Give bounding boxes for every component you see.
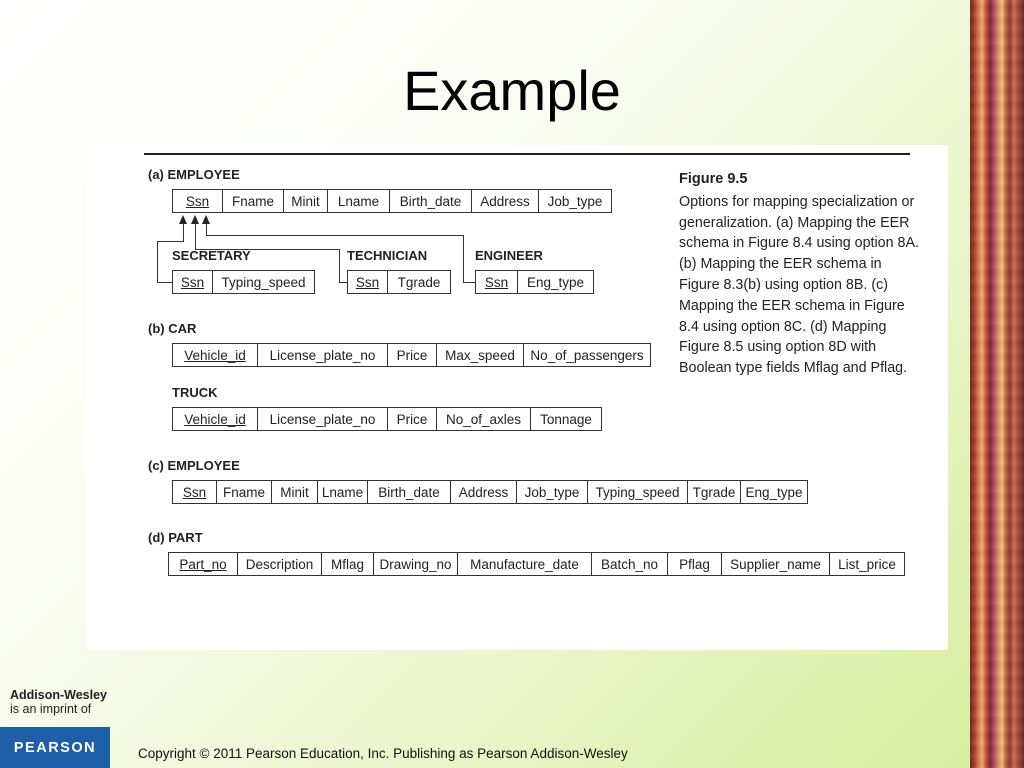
connector-line: [195, 223, 196, 249]
attr-ssn: Ssn: [476, 271, 518, 293]
attr-minit: Minit: [272, 481, 318, 503]
truck-label: TRUCK: [172, 385, 218, 400]
attr-mflag: Mflag: [322, 553, 374, 575]
attr-vehicle-id: Vehicle_id: [173, 344, 258, 366]
part-relation: [168, 552, 905, 576]
figure-title: Figure 9.5: [679, 171, 748, 187]
attr-typing-speed: Typing_speed: [588, 481, 688, 503]
attr-list-price: List_price: [838, 556, 896, 572]
copyright-notice: Copyright © 2011 Pearson Education, Inc. Publishing as Pearson Addison-Wesley: [138, 746, 628, 761]
attr-max-speed: Max_speed: [437, 344, 524, 366]
attr-eng-type: Eng_type: [745, 484, 803, 500]
attr-vehicle-id: Vehicle_id: [173, 408, 258, 430]
connector-line: [157, 282, 172, 283]
attr-minit: Minit: [284, 190, 328, 212]
car-relation: [172, 343, 651, 367]
attr-lname: Lname: [318, 481, 368, 503]
brand-name: Addison-Wesley: [10, 688, 108, 702]
addison-wesley-logo: [10, 688, 107, 716]
attr-job-type: Job_type: [547, 193, 603, 209]
attr-price: Price: [388, 408, 437, 430]
attr-job-type: Job_type: [517, 481, 588, 503]
connector-line: [206, 235, 464, 236]
connector-line: [183, 223, 184, 241]
attr-fname: Fname: [223, 190, 284, 212]
attr-description: Description: [238, 553, 322, 575]
attr-address: Address: [472, 190, 539, 212]
slide-title: Example: [403, 59, 621, 122]
attr-price: Price: [388, 344, 437, 366]
connector-line: [157, 241, 158, 283]
attr-address: Address: [451, 481, 517, 503]
connector-line: [463, 282, 475, 283]
attr-supplier-name: Supplier_name: [722, 553, 830, 575]
section-c-label: (c) EMPLOYEE: [148, 458, 240, 473]
attr-fname: Fname: [217, 481, 272, 503]
employee-relation-c: [172, 480, 808, 504]
attr-batch-no: Batch_no: [592, 553, 668, 575]
secretary-label: SECRETARY: [172, 248, 251, 263]
secretary-relation: [172, 270, 315, 294]
attr-tonnage: Tonnage: [540, 411, 592, 427]
attr-ssn: Ssn: [173, 190, 223, 212]
attr-tgrade: Tgrade: [688, 481, 741, 503]
attr-license-plate-no: License_plate_no: [258, 344, 388, 366]
top-rule: [144, 153, 910, 155]
connector-line: [463, 235, 464, 283]
attr-drawing-no: Drawing_no: [374, 553, 458, 575]
attr-birth-date: Birth_date: [368, 481, 451, 503]
connector-line: [206, 223, 207, 235]
connector-line: [339, 282, 347, 283]
attr-lname: Lname: [328, 190, 390, 212]
engineer-label: ENGINEER: [475, 248, 543, 263]
attr-pflag: Pflag: [668, 553, 722, 575]
figure-caption: [679, 169, 919, 379]
attr-typing-speed: Typing_speed: [221, 274, 306, 290]
figure-panel: [86, 145, 948, 650]
section-a-label: (a) EMPLOYEE: [148, 167, 240, 182]
attr-manufacture-date: Manufacture_date: [458, 553, 592, 575]
section-b-label: (b) CAR: [148, 321, 197, 336]
attr-no-of-axles: No_of_axles: [437, 408, 531, 430]
attr-no-of-passengers: No_of_passengers: [530, 347, 644, 363]
technician-relation: [347, 270, 451, 294]
technician-label: TECHNICIAN: [347, 248, 428, 263]
attr-ssn: Ssn: [173, 271, 213, 293]
section-d-label: (d) PART: [148, 530, 203, 545]
attr-birth-date: Birth_date: [390, 190, 472, 212]
figure-caption-text: Options for mapping specialization or generalization. (a) Mapping the EER schema in Figure 8.4 using option 8A. (b) Mapping the EER schema in Figure 8.3(b) using option 8B. (c) Mapping the EER schema in Figure 8.4 using option 8C. (d) Mapping Figure 8.5 using option 8D with Boolean type fields Mflag and Pflag.: [679, 193, 920, 377]
attr-license-plate-no: License_plate_no: [258, 408, 388, 430]
attr-ssn: Ssn: [173, 481, 217, 503]
pearson-logo: PEARSON: [0, 727, 110, 768]
imprint-text: is an imprint of: [10, 702, 92, 716]
attr-part-no: Part_no: [169, 553, 238, 575]
attr-tgrade: Tgrade: [397, 274, 441, 290]
attr-ssn: Ssn: [348, 271, 388, 293]
connector-line: [157, 241, 184, 242]
attr-eng-type: Eng_type: [526, 274, 585, 290]
connector-line: [339, 249, 340, 283]
engineer-relation: [475, 270, 594, 294]
truck-relation: [172, 407, 602, 431]
employee-relation-a: [172, 189, 612, 213]
